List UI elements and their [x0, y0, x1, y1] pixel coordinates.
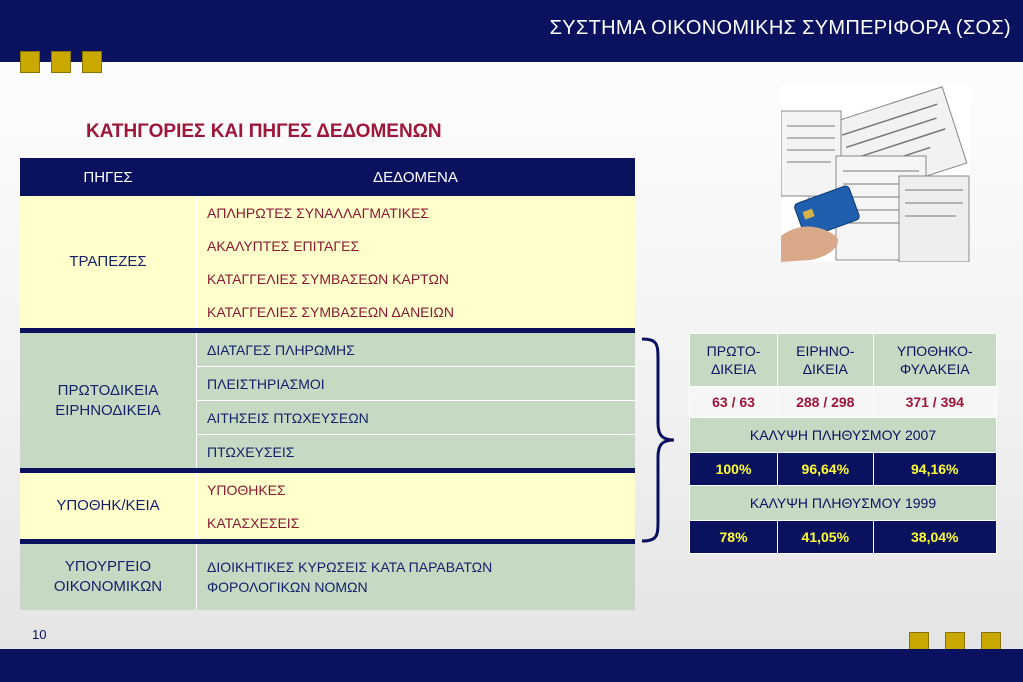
group-mortgage-registry	[20, 473, 635, 544]
source-cell: ΤΡΑΠΕΖΕΣ	[20, 196, 197, 328]
data-item: ΚΑΤΑΓΓΕΛΙΕΣ ΣΥΜΒΑΣΕΩΝ ΔΑΝΕΙΩΝ	[207, 303, 454, 320]
data-item: ΚΑΤΑΓΓΕΛΙΕΣ ΣΥΜΒΑΣΕΩΝ ΚΑΡΤΩΝ	[207, 270, 450, 287]
source-cell	[20, 333, 197, 468]
sources-table	[20, 158, 635, 610]
group-courts	[20, 333, 635, 473]
group-finance-ministry	[20, 544, 635, 610]
sources-table-header	[20, 158, 635, 196]
header-bar	[0, 0, 1023, 62]
percent-cell: 96,64%	[778, 453, 873, 486]
decor-square	[82, 51, 102, 73]
source-cell: ΥΠΟΘΗΚ/ΚΕΙΑ	[20, 473, 197, 539]
data-item: ΚΑΤΑΣΧΕΣΕΙΣ	[207, 514, 300, 531]
data-item: ΠΛΕΙΣΤΗΡΙΑΣΜΟΙ	[197, 367, 635, 401]
section-subtitle: ΚΑΤΗΓΟΡΙΕΣ ΚΑΙ ΠΗΓΕΣ ΔΕΔΟΜΕΝΩΝ	[86, 121, 442, 142]
header-cell-first-instance: ΠΡΩΤΟ- ΔΙΚΕΙΑ	[690, 334, 778, 387]
percent-cell: 41,05%	[778, 521, 873, 554]
group-banks	[20, 196, 635, 333]
count-cell: 288 / 298	[778, 387, 873, 418]
percent-cell: 100%	[690, 453, 778, 486]
column-header-data: ΔΕΔΟΜΕΝΑ	[373, 168, 458, 186]
source-cell	[20, 544, 197, 610]
data-item-line: ΔΙΟΙΚΗΤΙΚΕΣ ΚΥΡΩΣΕΙΣ ΚΑΤΑ ΠΑΡΑΒΑΤΩΝ	[207, 559, 493, 575]
data-item: ΠΤΩΧΕΥΣΕΙΣ	[207, 443, 295, 460]
data-item	[197, 544, 635, 610]
coverage-2007-label: ΚΑΛΥΨΗ ΠΛΗΘΥΣΜΟΥ 2007	[690, 418, 997, 453]
source-line: ΠΡΩΤΟΔΙΚΕΙΑ	[57, 381, 159, 399]
data-item-line: ΦΟΡΟΛΟΓΙΚΩΝ ΝΟΜΩΝ	[207, 579, 368, 595]
data-item: ΑΚΑΛΥΠΤΕΣ ΕΠΙΤΑΓΕΣ	[207, 237, 360, 254]
page-number: 10	[32, 627, 47, 642]
data-item: ΑΠΛΗΡΩΤΕΣ ΣΥΝΑΛΛΑΓΜΑΤΙΚΕΣ	[207, 204, 430, 221]
source-line: ΕΙΡΗΝΟΔΙΚΕΙΑ	[55, 401, 161, 419]
count-cell: 63 / 63	[690, 387, 778, 418]
coverage-1999-label: ΚΑΛΥΨΗ ΠΛΗΘΥΣΜΟΥ 1999	[690, 486, 997, 521]
decor-square	[20, 51, 40, 73]
source-line: ΟΙΚΟΝΟΜΙΚΩΝ	[53, 578, 163, 595]
curly-brace	[640, 337, 680, 543]
count-cell: 371 / 394	[873, 387, 996, 418]
header-cell-magistrates: ΕΙΡΗΝΟ- ΔΙΚΕΙΑ	[778, 334, 873, 387]
percent-cell: 78%	[690, 521, 778, 554]
footer-bar	[0, 649, 1023, 682]
documents-and-card-photo	[781, 86, 970, 262]
column-header-sources: ΠΗΓΕΣ	[83, 168, 133, 186]
decor-square	[51, 51, 71, 73]
data-item: ΥΠΟΘΗΚΕΣ	[207, 481, 286, 498]
percent-cell: 94,16%	[873, 453, 996, 486]
percent-cell: 38,04%	[873, 521, 996, 554]
source-line: ΥΠΟΥΡΓΕΙΟ	[64, 558, 152, 575]
coverage-table	[689, 333, 997, 554]
data-item: ΑΙΤΗΣΕΙΣ ΠΤΩΧΕΥΣΕΩΝ	[197, 401, 635, 435]
slide-title: ΣΥΣΤΗΜΑ ΟΙΚΟΝΟΜΙΚΗΣ ΣΥΜΠΕΡΙΦΟΡΑ (ΣΟΣ)	[549, 17, 1011, 39]
header-cell-mortgage-offices: ΥΠΟΘΗΚΟ- ΦΥΛΑΚΕΙΑ	[873, 334, 996, 387]
data-item: ΔΙΑΤΑΓΕΣ ΠΛΗΡΩΜΗΣ	[197, 333, 635, 367]
